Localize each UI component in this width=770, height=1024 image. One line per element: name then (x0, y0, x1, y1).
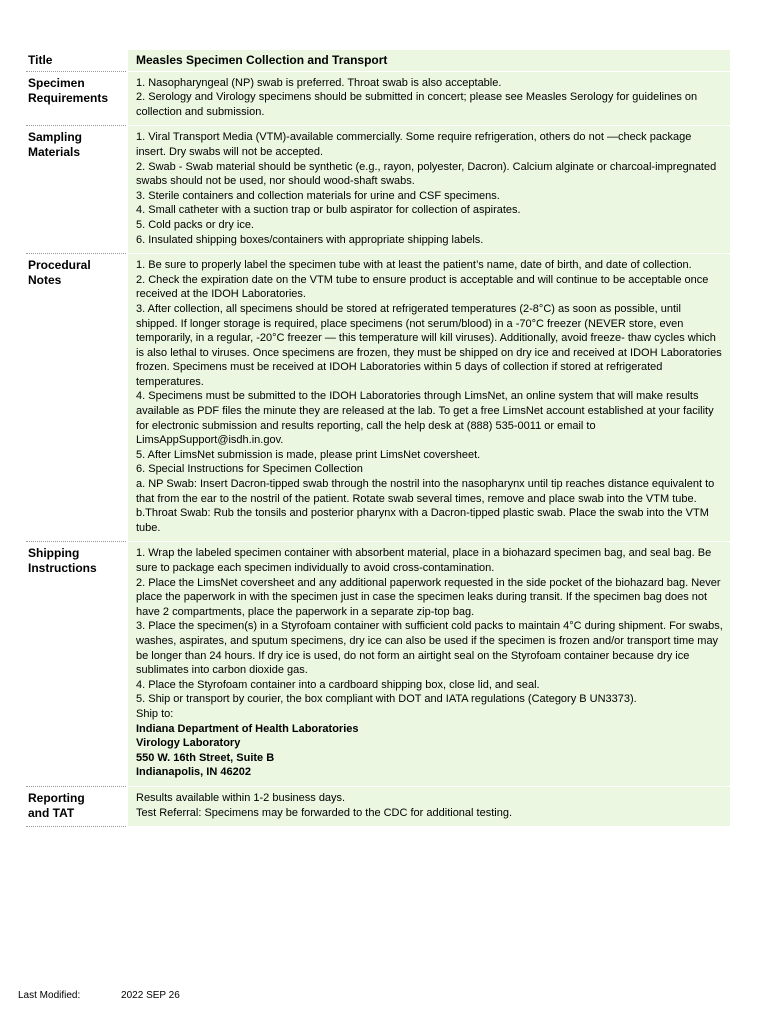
specimen-info-table (26, 50, 730, 827)
list-item: 3. Place the specimen(s) in a Styrofoam container with sufficient cold packs to maintain 4°C during shipment. For swabs, washes, aspirates, and sputum specimens, dry ice can also be used if the specimen is frozen and/or transport time may be longer than 24 hours. If dry ice is used, do not form an airtight seal on the Styrofoam container because dry ice sublimates into carbon dioxide gas. (136, 620, 723, 677)
procedural-notes-label: Procedural Notes (26, 254, 126, 542)
reporting-tat-label: Reporting and TAT (26, 787, 126, 827)
address-line: Virology Laboratory (136, 737, 241, 750)
reporting-tat-content (128, 787, 730, 827)
sampling-materials-row (26, 126, 730, 254)
list-item: 1. Be sure to properly label the specimen tube with at least the patient’s name, date of birth, and date of collection. (136, 259, 692, 272)
shipping-instructions-row (26, 542, 730, 787)
list-item: 4. Specimens must be submitted to the IDOH Laboratories through LimsNet, an online system that will make results available as PDF files the minute they are released at the lab. To get a free LimsNet account established at your facility for electronic submission and results reporting, call the help desk at (888) 535-0011 or email to LimsAppSupport@isdh.in.gov. (136, 390, 714, 447)
title-row (26, 50, 730, 72)
list-item: 5. After LimsNet submission is made, please print LimsNet coversheet. (136, 448, 481, 461)
document-title: Measles Specimen Collection and Transport (128, 50, 730, 72)
specimen-requirements-label: Specimen Requirements (26, 72, 126, 127)
list-item: 2. Check the expiration date on the VTM tube to ensure product is acceptable and will continue to be acceptable once received at the IDOH Laboratories. (136, 273, 709, 301)
list-item: 3. After collection, all specimens should be stored at refrigerated temperatures (2-8°C) as soon as possible, until shipped. If longer storage is required, place specimens (not serum/blood) in a -70°C freezer (NEVER store, even temporarily, in a regular, -20°C freezer — this temperature will kill viruses). Additionally, avoid freeze- thaw cycles which is also lethal to viruses. Once specimens are frozen, they must be shipped on dry ice and received at IDOH Laboratories frozen. Specimens must be received at IDOH Laboratories within 5 days of collection if stored at refrigerated temperatures. (136, 302, 722, 388)
footer (18, 990, 180, 1001)
list-item: 5. Ship or transport by courier, the box compliant with DOT and IATA regulations (Category B UN3373). (136, 693, 637, 706)
list-item: 2. Place the LimsNet coversheet and any additional paperwork requested in the side pocket of the biohazard bag. Never place the paperwork in with the specimen just in case the specimen leaks during transit. If the specimen bag does not have 2 compartments, place the paperwork in a separate zip-top bag. (136, 576, 721, 618)
list-item: 1. Wrap the labeled specimen container with absorbent material, place in a biohazard specimen bag, and seal bag. Be sure to package each specimen individually to avoid cross-contamination. (136, 547, 712, 574)
reporting-tat-row (26, 787, 730, 827)
ship-to-address (136, 722, 724, 780)
list-item: 6. Special Instructions for Specimen Collection (136, 463, 363, 476)
list-item: a. NP Swab: Insert Dacron-tipped swab through the nostril into the nasopharynx until tip reaches distance equivalent to that from the ear to the nostril of the patient. Rotate swab several times, remove and place swab into the VTM tube. (136, 478, 715, 505)
list-item: 1. Viral Transport Media (VTM)-available commercially. Some require refrigeration, others do not —check package insert. Dry swabs will not be accepted. (136, 131, 692, 158)
sampling-materials-content (128, 126, 730, 254)
list-item: Results available within 1-2 business days. (136, 791, 346, 804)
list-item: b.Throat Swab: Rub the tonsils and posterior pharynx with a Dacron-tipped plastic swab. Place the swab into the VTM tube. (136, 507, 709, 534)
title-label: Title (26, 50, 126, 72)
procedural-notes-row (26, 254, 730, 542)
address-line: 550 W. 16th Street, Suite B (136, 751, 275, 764)
last-modified-date: 2022 SEP 26 (121, 990, 180, 1001)
list-item: Test Referral: Specimens may be forwarded to the CDC for additional testing. (136, 806, 513, 819)
specimen-requirements-content (128, 72, 730, 127)
list-item: 2. Swab - Swab material should be synthetic (e.g., rayon, polyester, Dacron). Calcium alginate or charcoal-impregnated swabs should not be used, nor should wood-shaft swabs. (136, 160, 717, 188)
list-item: 4. Small catheter with a suction trap or bulb aspirator for collection of aspirates. (136, 204, 521, 217)
shipping-instructions-label: Shipping Instructions (26, 542, 126, 787)
list-item: 2. Serology and Virology specimens should be submitted in concert; please see Measles Serology for guidelines on collection and submission. (136, 91, 698, 118)
list-item: 3. Sterile containers and collection materials for urine and CSF specimens. (136, 189, 500, 202)
list-item: 5. Cold packs or dry ice. (136, 218, 254, 231)
specimen-requirements-row (26, 72, 730, 127)
address-line: Indiana Department of Health Laboratories (136, 722, 359, 735)
list-item: 4. Place the Styrofoam container into a cardboard shipping box, close lid, and seal. (136, 678, 540, 691)
address-line: Indianapolis, IN 46202 (136, 766, 251, 779)
last-modified-label: Last Modified: (18, 990, 81, 1001)
procedural-notes-content (128, 254, 730, 542)
shipping-instructions-content (128, 542, 730, 787)
sampling-materials-label: Sampling Materials (26, 126, 126, 254)
list-item: 6. Insulated shipping boxes/containers with appropriate shipping labels. (136, 233, 484, 246)
list-item: Ship to: (136, 707, 174, 720)
list-item: 1. Nasopharyngeal (NP) swab is preferred. Throat swab is also acceptable. (136, 76, 502, 89)
